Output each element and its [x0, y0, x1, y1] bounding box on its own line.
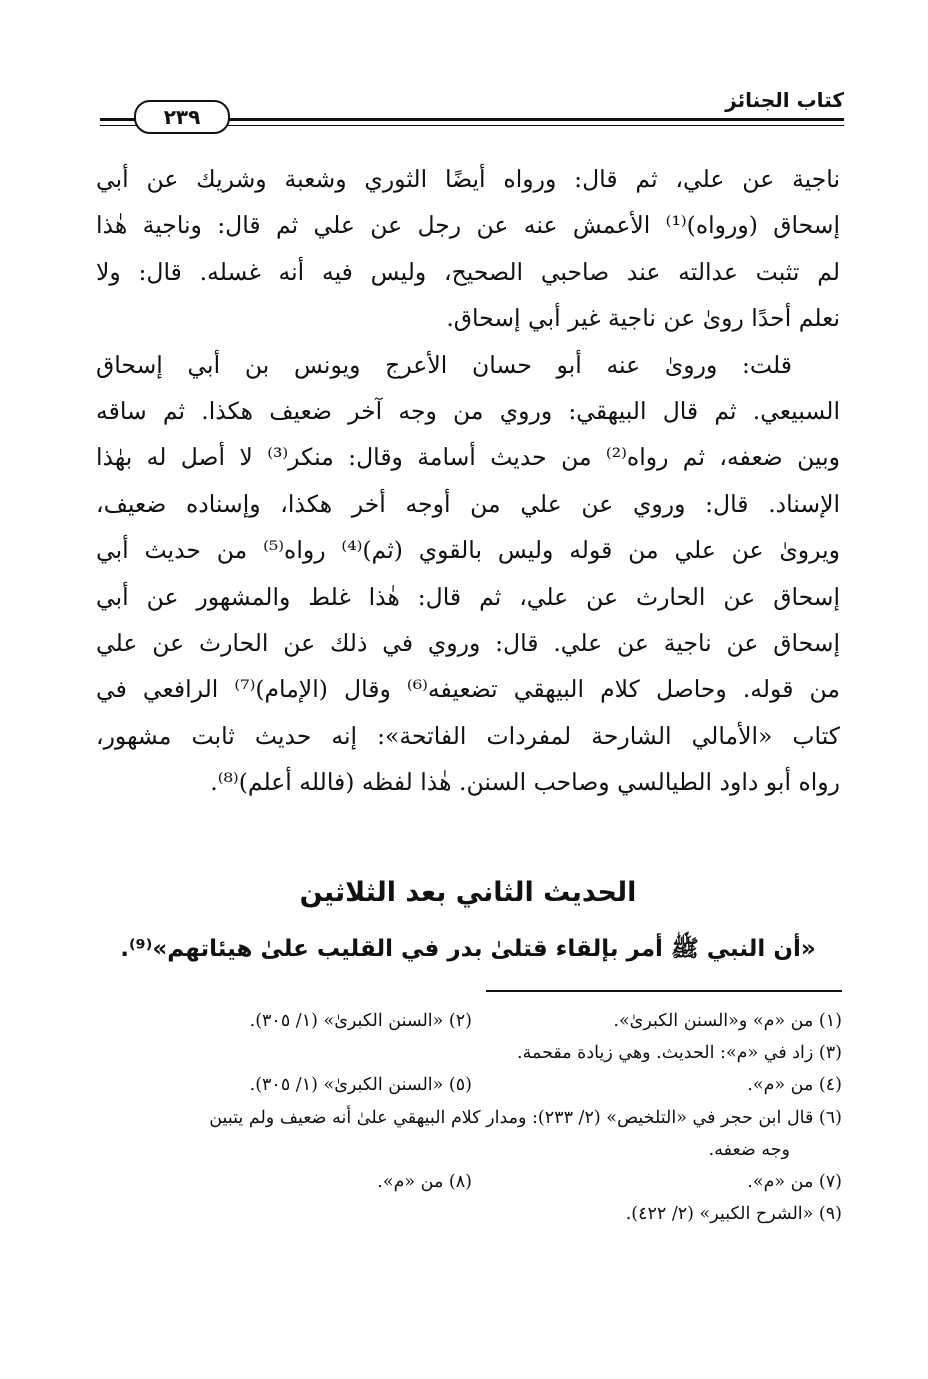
- footnote-1: (١) من «م» و«السنن الكبرىٰ».: [613, 1011, 842, 1031]
- footnote-row: [96, 1102, 842, 1134]
- main-text: [96, 156, 840, 805]
- footnote-row: [96, 1166, 842, 1198]
- footnote-row: [96, 1037, 842, 1069]
- body-line: من قوله. وحاصل كلام البيهقي تضعيفه⁽⁶⁾ وقال (الإمام)⁽⁷⁾ الرافعي في: [96, 675, 841, 704]
- footnote-6-continued: وجه ضعفه.: [708, 1139, 790, 1160]
- footnote-row: [96, 1069, 842, 1101]
- body-line: ناجية عن علي، ثم قال: ورواه أيضًا الثوري وشعبة وشريك عن أبي: [96, 165, 840, 193]
- section-heading: الحديث الثاني بعد الثلاثين: [299, 877, 637, 908]
- page-header: [100, 84, 844, 134]
- footnote-3: (٣) زاد في «م»: الحديث. وهي زيادة مقحمة.: [517, 1043, 842, 1064]
- body-line: نعلم أحدًا روىٰ عن ناجية غير أبي إسحاق.: [446, 304, 840, 333]
- body-line-paragraph-start: قلت: وروىٰ عنه أبو حسان الأعرج ويونس بن أبي إسحاق: [96, 350, 792, 379]
- running-title: كتاب الجنائز: [725, 88, 844, 112]
- body-line: إسحاق عن الحارث عن علي، ثم قال: هٰذا غلط والمشهور عن أبي: [96, 582, 840, 611]
- footnote-7: (٧) من «م».: [747, 1171, 842, 1192]
- footnote-5: (٥) «السنن الكبرىٰ» (١/ ٣٠٥).: [249, 1075, 472, 1096]
- body-line: الإسناد. قال: وروي عن علي من أوجه أخر هكذا، وإسناده ضعيف،: [96, 489, 840, 518]
- footnote-8: (٨) من «م».: [377, 1171, 472, 1192]
- footnotes: [96, 1005, 842, 1230]
- footnote-4: (٤) من «م».: [747, 1075, 842, 1096]
- body-line: لم تثبت عدالته عند صاحبي الصحيح، وليس فيه أنه غسله. قال: ولا: [96, 257, 840, 286]
- hadith-title: «أن النبي ﷺ أمر بإلقاء قتلىٰ بدر في القليب علىٰ هيئاتهم»⁽⁹⁾.: [120, 936, 816, 962]
- footnote-6: (٦) قال ابن حجر في «التلخيص» (٢/ ٢٣٣): ومدار كلام البيهقي علىٰ أنه ضعيف ولم يتبين: [209, 1107, 842, 1128]
- footnote-2: (٢) «السنن الكبرىٰ» (١/ ٣٠٥).: [249, 1011, 472, 1031]
- footnote-9: (٩) «الشرح الكبير» (٢/ ٤٢٢).: [625, 1204, 842, 1225]
- body-line: السبيعي. ثم قال البيهقي: وروي من وجه آخر ضعيف هكذا. ثم ساقه: [96, 396, 840, 425]
- page-number: ٢٣٩: [134, 100, 230, 134]
- footnote-row: [96, 1134, 842, 1166]
- body-line: إسحاق (ورواه)⁽¹⁾ الأعمش عنه عن رجل عن علي ثم قال: وناجية هٰذا: [96, 211, 841, 240]
- footnote-row: [96, 1198, 842, 1230]
- body-line: وبين ضعفه، ثم رواه⁽²⁾ من حديث أسامة وقال: منكر⁽³⁾ لا أصل له بهٰذا: [96, 443, 840, 472]
- body-line: كتاب «الأمالي الشارحة لمفردات الفاتحة»: إنه حديث ثابت مشهور،: [96, 721, 840, 750]
- body-line: ويروىٰ عن علي من قوله وليس بالقوي (ثم)⁽⁴⁾ رواه⁽⁵⁾ من حديث أبي: [96, 536, 840, 565]
- body-line: رواه أبو داود الطيالسي وصاحب السنن. هٰذا لفظه (فالله أعلم)⁽⁸⁾.: [210, 768, 840, 797]
- footnote-row: [96, 1005, 842, 1037]
- body-line: إسحاق عن ناجية عن علي. قال: وروي في ذلك عن الحارث عن علي: [96, 628, 840, 657]
- footnote-divider: [486, 990, 842, 992]
